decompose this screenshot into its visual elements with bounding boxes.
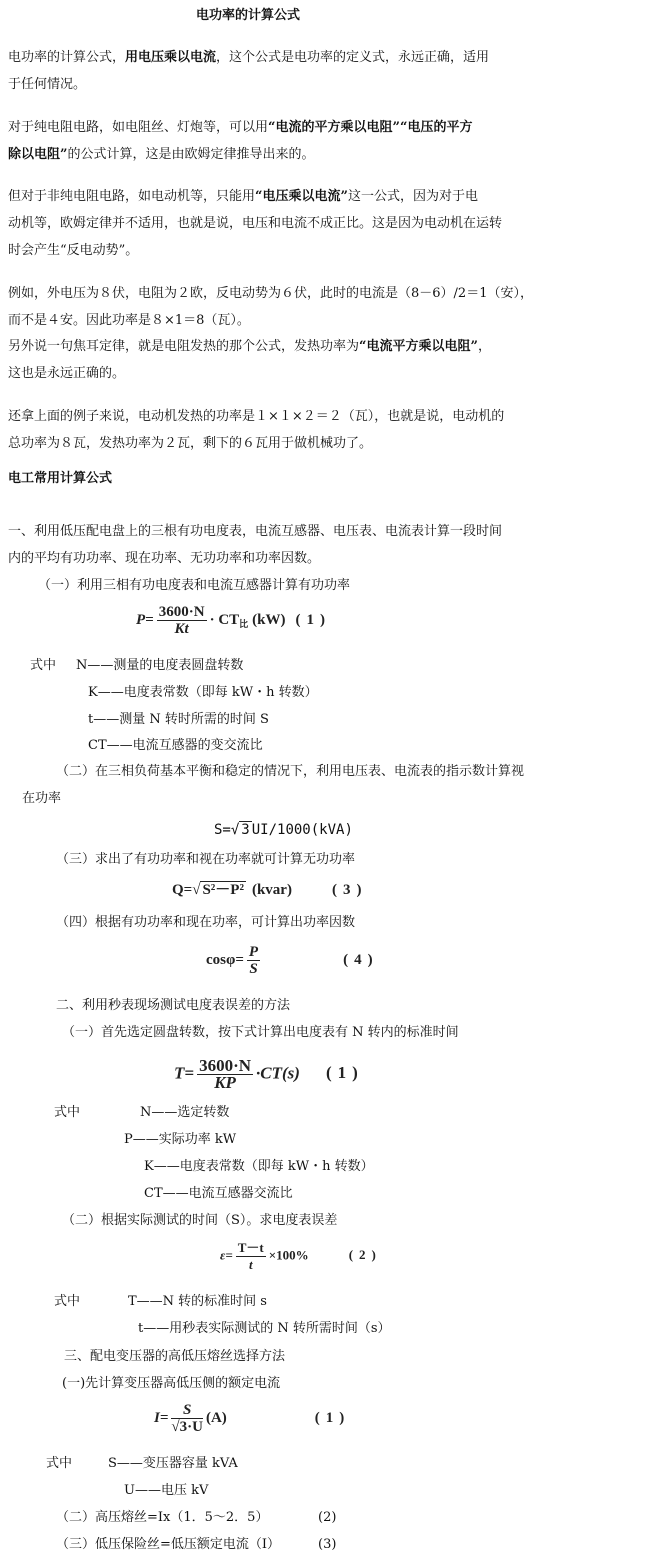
equation-number: (3) <box>331 882 368 898</box>
formula-lhs: T= <box>174 1063 195 1083</box>
text: ， <box>477 339 491 354</box>
s1-formula-1 <box>136 604 331 637</box>
radicand: S²－P² <box>202 882 244 898</box>
s2-where-item-1: N——选定转数 <box>140 1105 230 1120</box>
fraction <box>236 1240 266 1273</box>
emphasis: 用电压乘以电流 <box>125 50 217 65</box>
s1-heading-line-1: 一、利用低压配电盘上的三根有功电度表，电流互感器、电压表、电流表计算一段时间 <box>8 524 503 539</box>
s3-sub-2-tag: (2) <box>318 1510 337 1525</box>
formula-unit: (A) <box>205 1409 227 1426</box>
text: 对于纯电阻电路，如电阻丝、灯炮等，可以用 <box>8 120 269 135</box>
s3-sub-2: （二）高压熔丝=Ix（1．5～2．5） <box>56 1510 269 1525</box>
denominator: √3·U <box>171 1419 203 1435</box>
s1-where-item-1: N——测量的电度表圆盘转数 <box>76 658 244 673</box>
s3-formula-1 <box>154 1402 350 1435</box>
numerator: 3600·N <box>199 1056 252 1075</box>
s1-sub-2-line-2: 在功率 <box>22 791 62 806</box>
s2-heading: 二、利用秒表现场测试电度表误差的方法 <box>56 998 291 1013</box>
s1-sub-1: （一）利用三相有功电度表和电流互感器计算有功功率 <box>38 578 351 593</box>
text: 的公式计算，这是由欧姆定律推导出来的。 <box>67 147 315 162</box>
intro-paragraph-3-line-1 <box>8 189 478 205</box>
s1-sub-3: （三）求出了有功功率和视在功率就可计算无功功率 <box>56 852 356 867</box>
s3-sub-1: (一)先计算变压器高低压侧的额定电流 <box>62 1376 281 1391</box>
emphasis: 除以电阻” <box>8 147 68 162</box>
intro-paragraph-4-line-1: 例如，外电压为８伏，电阻为２欧，反电动势为６伏，此时的电流是（8－6）/2＝1（安）， <box>8 286 533 301</box>
s3-sub-3: （三）低压保险丝=低压额定电流（I） <box>56 1537 281 1552</box>
formula-rhs: UI/1000(kVA) <box>251 822 353 838</box>
formula-lhs: S=√ <box>214 822 240 838</box>
fraction <box>157 604 207 637</box>
emphasis: “电流的平方乘以电阻”“电压的平方 <box>268 120 473 135</box>
intro-paragraph-5-line-1 <box>8 339 491 355</box>
s2-where-item-3: K——电度表常数（即每 kW・h 转数） <box>144 1159 374 1174</box>
emphasis: “电流平方乘以电阻” <box>359 339 478 354</box>
formula-unit: (kW) <box>252 611 286 628</box>
emphasis: “电压乘以电流” <box>255 189 348 204</box>
s1-where-label: 式中 <box>30 658 57 673</box>
denominator: KP <box>214 1073 236 1092</box>
fraction <box>171 1402 203 1435</box>
s3-where-item-1: S——变压器容量 kVA <box>108 1456 238 1471</box>
s2-where-item-2: P——实际功率 kW <box>124 1132 237 1147</box>
s2-formula-1 <box>174 1058 364 1091</box>
s1-formula-4 <box>206 944 379 977</box>
s1-formula-3 <box>172 882 367 898</box>
text: 但对于非纯电阻电路，如电动机等，只能用 <box>8 189 256 204</box>
equation-number: (1) <box>325 1063 364 1083</box>
page-title: 电功率的计算公式 <box>196 8 301 23</box>
s2-sub-2: （二）根据实际测试的时间（S）。求电度表误差 <box>62 1213 338 1228</box>
s1-where-item-3: t——测量 N 转时所需的时间 S <box>88 712 269 727</box>
intro-paragraph-5-line-2: 这也是永远正确的。 <box>8 366 126 381</box>
s2-where-label: 式中 <box>54 1105 81 1120</box>
s2-formula-2 <box>220 1240 382 1273</box>
intro-paragraph-3-line-3: 时会产生“反电动势”。 <box>8 243 139 258</box>
s1-heading-line-2: 内的平均有功功率、现在功率、无功功率和功率因数。 <box>8 551 321 566</box>
s1-sub-2-line-1: （二）在三相负荷基本平衡和稳定的情况下，利用电压表、电流表的指示数计算视 <box>56 764 525 779</box>
radicand: 3 <box>241 822 250 838</box>
subscript: 比 <box>239 618 249 629</box>
formula-rhs: ×100% <box>268 1247 309 1263</box>
formula-lhs: cosφ= <box>206 951 244 968</box>
intro-paragraph-2-line-2 <box>8 147 315 163</box>
s2-where-item-6: t——用秒表实际测试的 N 转所需时间（s） <box>138 1321 391 1336</box>
s2-where-label-2: 式中 <box>54 1294 81 1309</box>
intro-paragraph-4-line-2: 而不是４安。因此功率是８×1＝8（瓦）。 <box>8 313 250 328</box>
denominator: Kt <box>174 621 189 637</box>
intro-paragraph-1-line-2: 于任何情况。 <box>8 77 87 92</box>
numerator: T－t <box>237 1240 264 1255</box>
equation-number: (1) <box>314 1409 351 1426</box>
equation-number: (4) <box>343 951 379 968</box>
formula-lhs: ε= <box>220 1247 233 1263</box>
intro-paragraph-1-line-1 <box>8 50 489 66</box>
intro-paragraph-6-line-2: 总功率为８瓦，发热功率为２瓦，剩下的６瓦用于做机械功了。 <box>8 436 373 451</box>
formula-term: · CT <box>209 611 240 628</box>
numerator: 3600·N <box>158 604 205 620</box>
formula-lhs: Q=√ <box>172 882 201 898</box>
s3-heading: 三、配电变压器的高低压熔丝选择方法 <box>64 1349 286 1364</box>
s2-sub-1: （一）首先选定圆盘转数，按下式计算出电度表有 N 转内的标准时间 <box>62 1025 459 1040</box>
s1-where-item-2: K——电度表常数（即每 kW・h 转数） <box>88 685 318 700</box>
text: 这一公式，因为对于电 <box>347 189 478 204</box>
s1-where-item-4: CT——电流互感器的变交流比 <box>88 738 263 753</box>
numerator: S <box>171 1402 203 1419</box>
intro-paragraph-2-line-1 <box>8 120 472 136</box>
intro-paragraph-3-line-2: 动机等，欧姆定律并不适用，也就是说，电压和电流不成正比。这是因为电动机在运转 <box>8 216 503 231</box>
denominator: S <box>249 961 258 977</box>
equation-number: (1) <box>295 611 332 628</box>
text: 另外说一句焦耳定律，就是电阻发热的那个公式，发热功率为 <box>8 339 360 354</box>
formula-lhs: P= <box>136 611 154 628</box>
intro-paragraph-6-line-1: 还拿上面的例子来说，电动机发热的功率是１×１×２＝２（瓦），也就是说，电动机的 <box>8 409 505 424</box>
formula-unit: (kvar) <box>251 882 292 898</box>
equation-number: (2) <box>348 1247 382 1263</box>
denominator: t <box>248 1257 253 1272</box>
s3-sub-3-tag: (3) <box>318 1537 337 1552</box>
text: 电功率的计算公式， <box>8 50 126 65</box>
s2-where-item-5: T——N 转的标准时间 s <box>128 1294 267 1309</box>
s1-sub-4: （四）根据有功功率和现在功率，可计算出功率因数 <box>56 915 356 930</box>
fraction <box>197 1058 253 1091</box>
numerator: P <box>248 944 259 960</box>
s2-where-item-4: CT——电流互感器交流比 <box>144 1186 293 1201</box>
s3-where-label: 式中 <box>46 1456 73 1471</box>
s1-formula-2 <box>214 822 353 838</box>
section-title: 电工常用计算公式 <box>8 471 113 486</box>
text: ，这个公式是电功率的定义式，永远正确，适用 <box>216 50 490 65</box>
s3-where-item-2: U——电压 kV <box>124 1483 209 1498</box>
fraction <box>247 944 260 977</box>
formula-lhs: I= <box>154 1409 169 1426</box>
formula-rhs: ·CT(s) <box>256 1063 300 1083</box>
